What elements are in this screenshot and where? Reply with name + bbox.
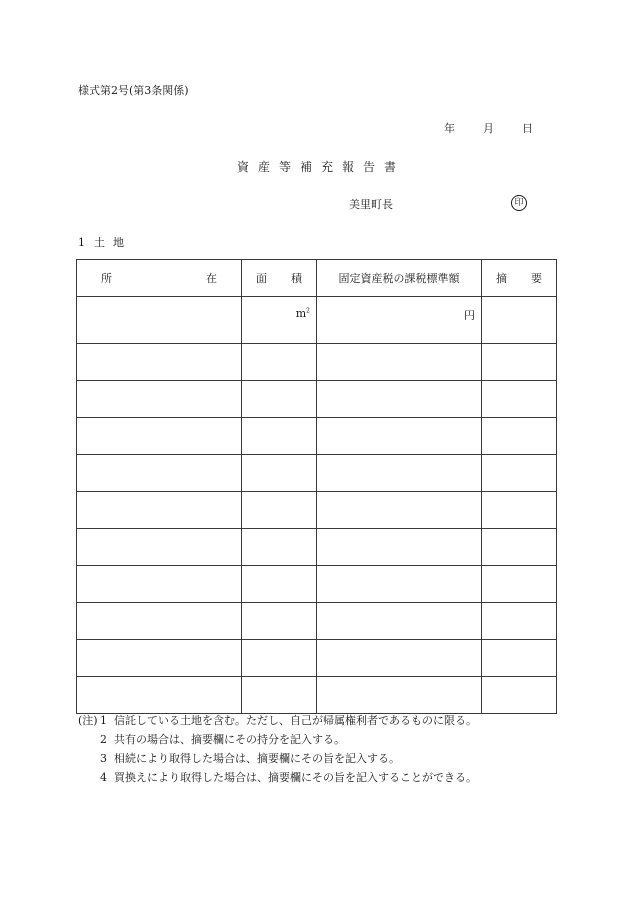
cell-area[interactable] (242, 455, 317, 492)
cell-remarks[interactable] (482, 381, 557, 418)
cell-tax-base-value[interactable] (317, 529, 482, 566)
cell-area[interactable] (242, 529, 317, 566)
table-row (77, 344, 557, 381)
cell-location[interactable] (77, 381, 242, 418)
unit-square-meter: $m^2$ (295, 307, 310, 320)
cell-tax-base-value[interactable] (317, 566, 482, 603)
cell-remarks[interactable] (482, 455, 557, 492)
table-row (77, 381, 557, 418)
cell-remarks[interactable] (482, 603, 557, 640)
date-day-label: 日 (522, 122, 533, 135)
form-number: 様式第2号(第3条関係) (78, 84, 189, 97)
cell-remarks[interactable] (482, 492, 557, 529)
cell-area[interactable] (242, 677, 317, 714)
table-row (77, 529, 557, 566)
section-title: 土地 (94, 236, 132, 249)
cell-area[interactable] (242, 603, 317, 640)
table-row (77, 640, 557, 677)
cell-remarks[interactable] (482, 677, 557, 714)
cell-remarks[interactable] (482, 297, 557, 344)
table-row (77, 297, 557, 344)
cell-tax-base-value[interactable] (317, 381, 482, 418)
table-row (77, 492, 557, 529)
table-row (77, 455, 557, 492)
cell-remarks[interactable] (482, 529, 557, 566)
cell-tax-base-value[interactable] (317, 492, 482, 529)
table-row (77, 603, 557, 640)
cell-remarks[interactable] (482, 344, 557, 381)
addressee: 美里町長 (349, 198, 393, 211)
cell-area[interactable] (242, 640, 317, 677)
cell-tax-base-value[interactable] (317, 603, 482, 640)
cell-area[interactable] (242, 344, 317, 381)
cell-location[interactable] (77, 529, 242, 566)
cell-location[interactable] (77, 677, 242, 714)
cell-remarks[interactable] (482, 640, 557, 677)
date-line (444, 123, 533, 134)
section-heading (78, 237, 132, 248)
table-row (77, 566, 557, 603)
header-area: 面 積 (242, 260, 317, 297)
document-title: 資産等補充報告書 (237, 160, 406, 174)
cell-area[interactable] (242, 297, 317, 344)
note-item: 2 共有の場合は、摘要欄にその持分を記入する。 (100, 733, 345, 746)
table-row (77, 418, 557, 455)
unit-yen: 円 (464, 309, 475, 322)
cell-tax-base-value[interactable] (317, 455, 482, 492)
cell-location[interactable] (77, 418, 242, 455)
cell-tax-base-value[interactable] (317, 640, 482, 677)
header-location: 所 在 (77, 260, 242, 297)
note-item: (注) 1 信託している土地を含む。ただし、自己が帰属権利者であるものに限る。 (78, 711, 477, 730)
note-item: 4 買換えにより取得した場合は、摘要欄にその旨を記入することができる。 (100, 771, 477, 784)
notes-prefix: (注) (78, 714, 98, 727)
cell-tax-base-value[interactable] (317, 418, 482, 455)
cell-location[interactable] (77, 492, 242, 529)
cell-location[interactable] (77, 566, 242, 603)
header-tax-base-value: 固定資産税の課税標準額 (317, 260, 482, 297)
header-remarks: 摘 要 (482, 260, 557, 297)
table-header-row (77, 260, 557, 297)
seal-mark-icon: 印 (511, 195, 527, 211)
cell-area[interactable] (242, 566, 317, 603)
cell-location[interactable] (77, 640, 242, 677)
cell-area[interactable] (242, 381, 317, 418)
cell-tax-base-value[interactable] (317, 297, 482, 344)
notes-section (78, 711, 477, 787)
date-year-label: 年 (444, 122, 455, 135)
cell-area[interactable] (242, 418, 317, 455)
cell-location[interactable] (77, 297, 242, 344)
cell-area[interactable] (242, 492, 317, 529)
land-table (76, 259, 557, 714)
cell-tax-base-value[interactable] (317, 344, 482, 381)
cell-location[interactable] (77, 603, 242, 640)
cell-location[interactable] (77, 455, 242, 492)
section-number: 1 (78, 236, 85, 249)
table-row (77, 677, 557, 714)
cell-location[interactable] (77, 344, 242, 381)
date-month-label: 月 (483, 122, 494, 135)
note-item: 3 相続により取得した場合は、摘要欄にその旨を記入する。 (100, 752, 400, 765)
cell-remarks[interactable] (482, 418, 557, 455)
cell-tax-base-value[interactable] (317, 677, 482, 714)
cell-remarks[interactable] (482, 566, 557, 603)
